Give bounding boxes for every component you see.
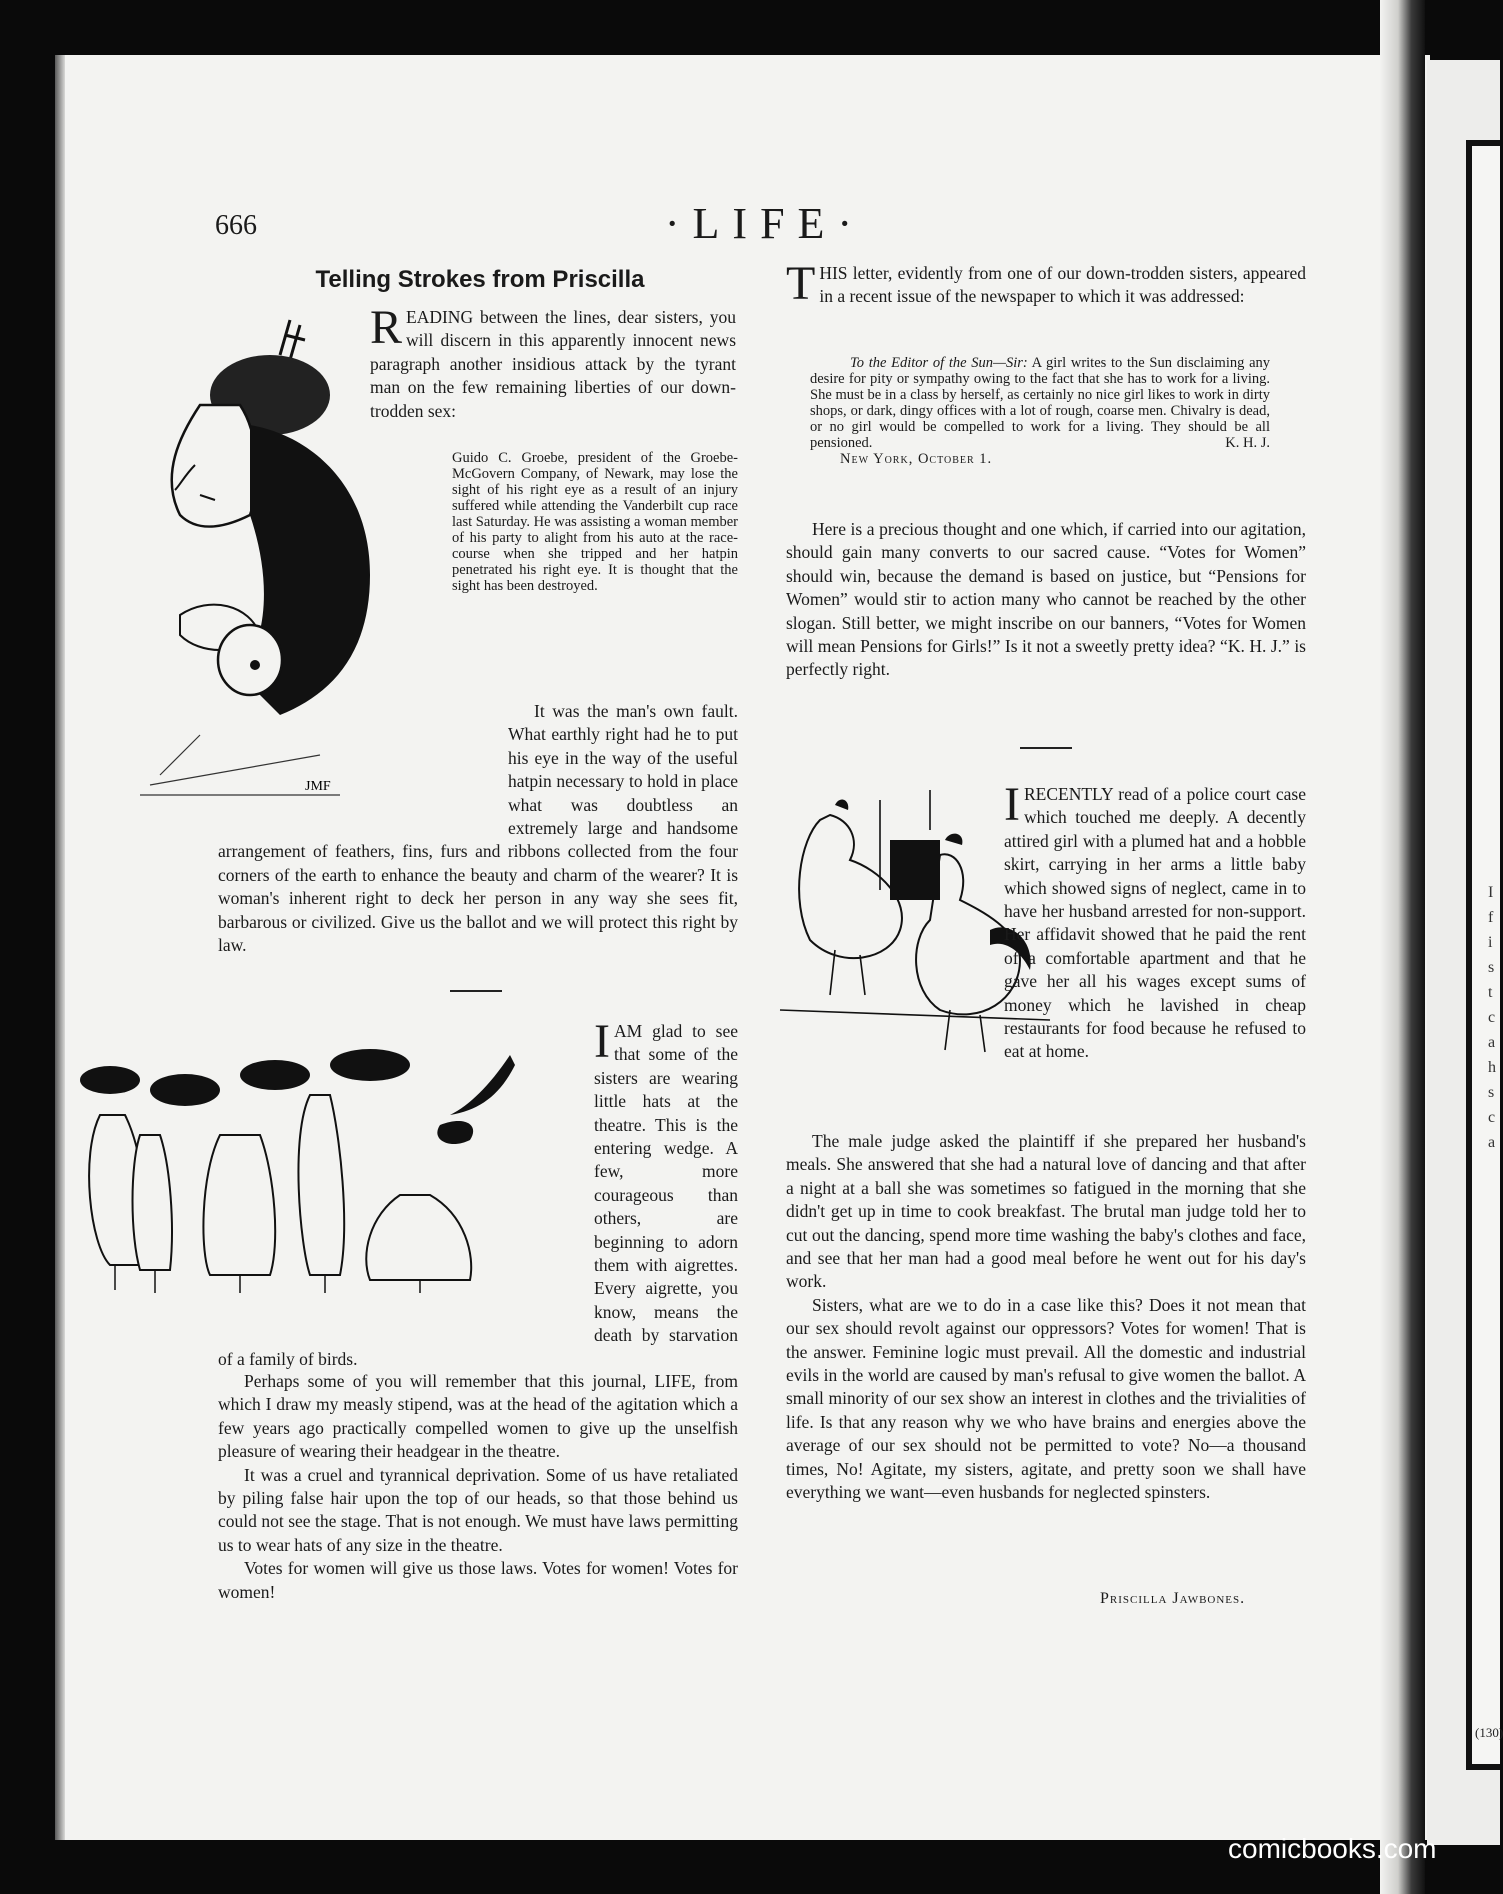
letter-initials: K. H. J.	[1225, 435, 1270, 451]
court-paragraph-3: Sisters, what are we to do in a case like this? Does it not mean that our sex should revolt against our oppressors? Votes for women! That is the answer. Feminine logic must prevail. All the domestic and industrial evils in the world are caused by man's refusal to give women the ballot. A small minority of our sex show an interest in clothes and the trivialities of life. Is that any reason why we who have brains and energies above the average of our sex should not be permitted to vote? No—a thousand times, No! Agitate, my sisters, agitate, and pretty soon we shall have everything we want—even husbands for neglected spinsters.	[786, 1294, 1306, 1503]
priscilla-response-text: It was the man's own fault. What earthly right had he to put his eye in the way of the useful hatpin necessary to hold in place what was doubtless an extremely large and handsome arrangement of feathers, fins, furs and ribbons collected from the four corners of the earth to enhance the beauty and charm of the wearer? It is woman's inherent right to deck her person in any way she sees fit, barbarous or civilized. Give us the ballot and we will protect this right by law.	[218, 701, 738, 956]
letter-commentary	[786, 518, 1306, 682]
author-signature: Priscilla Jawbones.	[1100, 1590, 1246, 1607]
hats-intro	[218, 1015, 738, 1371]
facing-page-letters: I f i s t c a h s c a	[1488, 884, 1496, 1151]
letter-body: A girl writes to the Sun disclaiming any desire for pity or sympathy owing to the fact that she has to work for a living. She must be in a class by herself, as certainly no nice girl likes to work in dirty shops, or dark, dingy offices with a lot of rough, coarse men. Chivalry is dead, or no girl would be compelled to work for a living. They should be all pensioned.	[810, 355, 1270, 451]
article-title: Telling Strokes from Priscilla	[315, 266, 645, 293]
hats-paragraph-3: It was a cruel and tyrannical deprivation. Some of us have retaliated by piling false hair upon the top of our heads, so that those behind us could not see the stage. That is not enough. We must have laws permitting us to wear hats of any size in the theatre.	[218, 1464, 738, 1555]
hats-paragraph-4: Votes for women will give us those laws. Votes for women! Votes for women!	[218, 1558, 738, 1602]
letter-dateline: New York, October 1.	[840, 451, 993, 467]
news-quote-text: Guido C. Groebe, president of the Groebe-McGovern Company, of Newark, may lose the sight of his right eye as a result of an injury suffered while attending the Vanderbilt cup race last Saturday. He was assisting a woman member of his party to alight from his auto at the race-course when she tripped and her hatpin penetrated his right eye. It is thought that the sight has been destroyed.	[452, 450, 738, 594]
letter-to-editor	[810, 355, 1270, 467]
letter-intro	[786, 257, 1306, 310]
priscilla-intro-text: EADING between the lines, dear sisters, you will discern in this apparently innocent news paragraph another insidious attack by the tyrant man on the few remaining liberties of our down-trodden sex:	[370, 307, 736, 421]
dropcap-r: R	[370, 301, 403, 354]
court-body	[786, 1130, 1306, 1505]
dropcap-t: T	[786, 257, 816, 310]
section-divider-2	[1020, 747, 1072, 749]
hats-body	[218, 1370, 738, 1604]
facing-page-fragment: (130)	[1475, 1725, 1503, 1740]
hats-paragraph-2: Perhaps some of you will remember that this journal, LIFE, from which I draw my measly stipend, was at the head of the agitation which a few years ago practically compelled women to give up the unselfish pleasure of wearing their headgear in the theatre.	[218, 1371, 738, 1462]
letter-salutation: To the Editor of the Sun—Sir:	[850, 355, 1028, 371]
artist-signature: JMF	[305, 779, 331, 794]
page-binding-edge	[55, 55, 65, 1840]
masthead: ·LIFE·	[664, 199, 866, 248]
court-intro	[786, 778, 1306, 1064]
letter-intro-text: HIS letter, evidently from one of our down-trodden sisters, appeared in a recent issue of the newspaper to which it was addressed:	[819, 263, 1306, 307]
priscilla-intro	[370, 301, 736, 423]
section-divider-1	[450, 990, 502, 992]
court-intro-text: RECENTLY read of a police court case which touched me deeply. A decently attired girl with a plumed hat and a hobble skirt, carrying in her arms a little baby which showed signs of neglect, came in to have her husband arrested for non-support. Her affidavit showed that he paid the rent of a comfortable apartment and that he gave her all his wages except sums of money which he lavished in cheap restaurants for food because he refused to eat at home.	[1004, 784, 1306, 1062]
page-number: 666	[215, 210, 257, 241]
dropcap-i-court: I	[1004, 778, 1020, 831]
hats-intro-text: AM glad to see that some of the sisters are wearing little hats at the theatre. This is the entering wedge. A few, more courageous than others, are beginning to adorn them with aigrettes. Every aigrette, you know, means the death by starvation of a family of birds.	[218, 1021, 738, 1369]
site-watermark: comicbooks.com	[1228, 1833, 1437, 1864]
book-gutter	[1380, 0, 1425, 1894]
news-quote	[452, 450, 738, 594]
court-paragraph-2: The male judge asked the plaintiff if she prepared her husband's meals. She answered that she had a natural love of dancing and that after a night at a ball she was sometimes so fatigued in the morning that she didn't get up in time to cook breakfast. The brutal man judge told her to cut out the dancing, spend more time washing the baby's clothes and face, and see that her man had a good meal before he went out for his day's work.	[786, 1131, 1306, 1292]
priscilla-response	[218, 700, 738, 957]
letter-commentary-text: Here is a precious thought and one which, if carried into our agitation, should gain many converts to our sacred cause. “Votes for Women” should win, because the demand is based on justice, but “Pensions for Women” would stir to action many who cannot be reached by the other slogan. Still better, we might inscribe on our banners, “Votes for Women will mean Pensions for Girls!” Is it not a sweetly pretty idea? “K. H. J.” is perfectly right.	[786, 519, 1306, 680]
dropcap-i-hats: I	[594, 1015, 610, 1068]
